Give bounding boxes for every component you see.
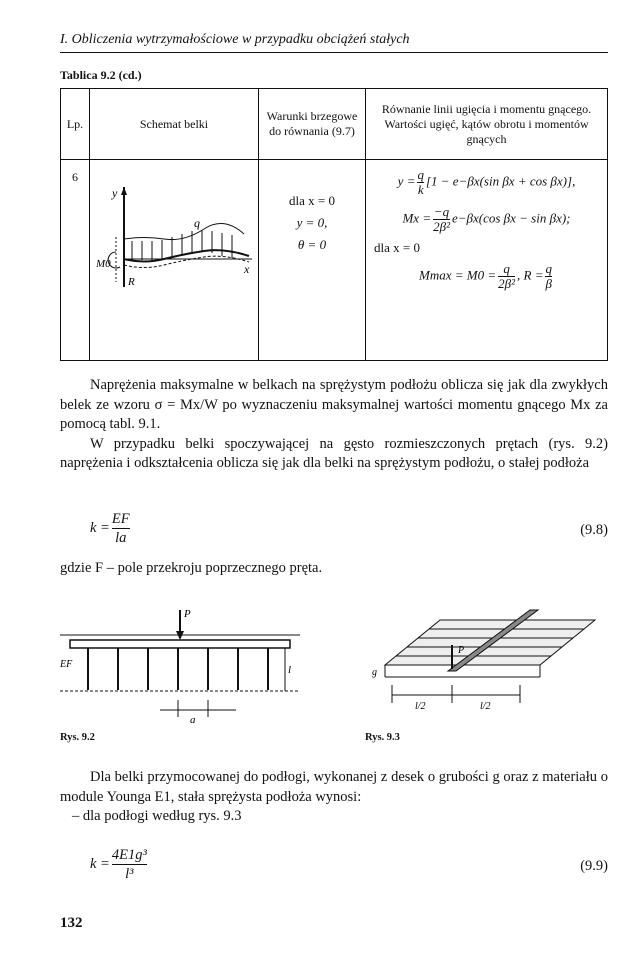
paragraph-floor: Dla belki przymocowanej do podłogi, wykonanej z desek o grubości g oraz z materiału o module Younga E1, stała sprężysta podłoża wynosi: (60, 769, 608, 805)
page-number: 132 (60, 915, 83, 931)
header-conditions: Warunki brzegowe do równania (9.7) (259, 89, 366, 160)
header-lp: Lp. (61, 89, 90, 160)
beam-on-elastic-foundation-diagram (94, 187, 254, 307)
beam-diagram-cell (90, 160, 259, 361)
label-p: P (184, 608, 191, 620)
moment-equation: Mx = $\frac{-q}{\text{2β²}}$ e−βx(cos βx − sin βx); (402, 204, 571, 234)
paragraph-stresses: Naprężenia maksymalne w belkach na sprężystym podłożu oblicza się jak dla zwykłych belek ze wzoru σ = Mx/W po wyznaczeniu maksymalnej wartości momentu gnącego Mx za pomocą tabl. 9.1. (60, 377, 608, 432)
condition-x: dla x = 0 (289, 193, 335, 208)
running-head: I. Obliczenia wytrzymałościowe w przypadku obciążeń stałych (60, 32, 410, 47)
paragraph-rods: W przypadku belki spoczywającej na gęsto rozmieszczonych prętach (rys. 9.2) naprężenia i odkształcenia oblicza się jak dla belki na sprężystym podłożu, o stałej podłoża (60, 435, 608, 471)
label-r: R (128, 276, 135, 288)
body-text-1 (60, 376, 608, 474)
header-scheme: Schemat belki (90, 89, 259, 160)
figure-9-3-floor-diagram (370, 605, 600, 730)
condition-theta: θ = 0 (297, 237, 327, 252)
equation-9-8: k = $\frac{EF}{la}$ (9.8) (90, 511, 608, 546)
label-a: a (190, 714, 196, 725)
row-number: 6 (61, 160, 90, 361)
boundary-conditions (259, 160, 366, 361)
body-text-2 (60, 768, 608, 827)
label-y: y (112, 187, 118, 200)
condition-y: y = 0, (296, 215, 328, 230)
condition-text: dla x = 0 (374, 240, 420, 255)
paragraph-floor-case: – dla podłogi według rys. 9.3 (72, 808, 242, 824)
label-g: g (372, 667, 377, 678)
equation-number: (9.8) (580, 522, 608, 538)
header-equations: Równanie linii ugięcia i momentu gnącego. Wartości ugięć, kątów obrotu i momentów gnących (366, 89, 608, 160)
deflection-equation: y = $\frac{q}{k}$ [1 − e−βx(sin βx + cos βx)], (397, 167, 576, 197)
definition-text: gdzie F – pole przekroju poprzecznego pręta. (60, 560, 323, 576)
equation-9-9: k = $\frac{\text{4E1g³}}{\text{l³}}$ (9.9) (90, 847, 608, 882)
table-title: Tablica 9.2 (cd.) (60, 68, 142, 82)
equation-number: (9.9) (580, 858, 608, 874)
figure-caption-9-2: Rys. 9.2 (60, 732, 95, 743)
figure-caption-9-3: Rys. 9.3 (365, 732, 400, 743)
label-l: l (288, 664, 292, 676)
header-rule (60, 52, 608, 53)
label-q: q (194, 216, 200, 230)
figure-9-2-rods-diagram (60, 605, 300, 725)
max-moment-equation: Mmax = M0 = $\frac{q}{\text{2β²}}$ , R = $\frac{q}{\beta}$ (419, 261, 552, 291)
label-x: x (244, 262, 250, 276)
label-m0: M0 (96, 258, 111, 270)
label-l-half-left: l/2 (415, 701, 426, 712)
label-ef: EF (60, 659, 73, 670)
label-p: P (458, 645, 465, 656)
label-l-half-right: l/2 (480, 701, 491, 712)
beam-table (60, 88, 608, 361)
equations-cell (366, 160, 608, 361)
